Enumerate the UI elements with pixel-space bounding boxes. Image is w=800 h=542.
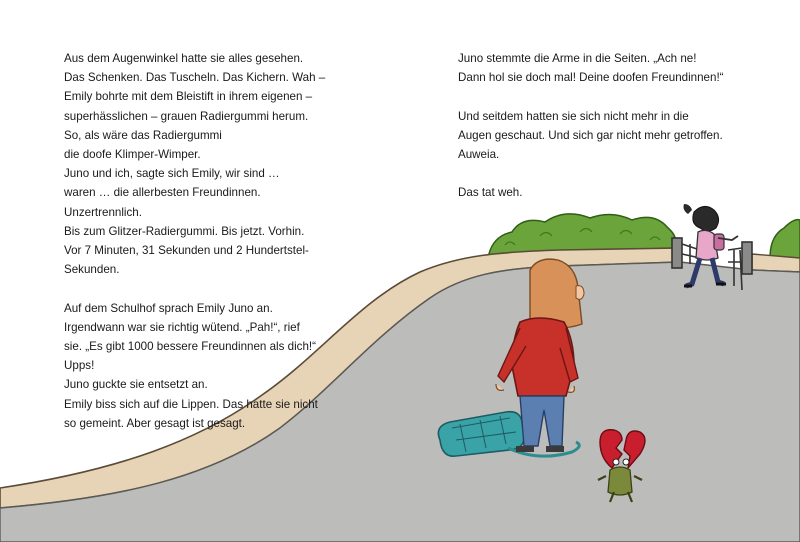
text-line: Bis zum Glitzer-Radiergummi. Bis jetzt. Vorhin.: [64, 224, 305, 238]
paragraph-gap: [458, 164, 788, 183]
text-line: Und seitdem hatten sie sich nicht mehr in die: [458, 109, 689, 123]
text-line: Auweia.: [458, 148, 500, 161]
text-line: Upps!: [64, 359, 95, 373]
text-line: Vor 7 Minuten, 31 Sekunden und 2 Hundertstel-: [64, 244, 309, 258]
text-line: Augen geschaut. Und sich gar nicht mehr getroffen.: [458, 128, 723, 142]
text-line: Emily bohrte mit dem Bleistift in ihrem eigenen –: [64, 90, 313, 104]
text-line: Emily biss sich auf die Lippen. Das hatte sie nicht: [64, 397, 318, 411]
text-line: die doofe Klimper-Wimper.: [64, 148, 201, 162]
text-line: sie. „Es gibt 1000 bessere Freundinnen als dich!“: [64, 340, 316, 354]
text-line: superhässlichen – grauen Radiergummi herum.: [64, 109, 309, 123]
text-line: Juno stemmte die Arme in die Seiten. „Ach ne!: [458, 52, 697, 65]
wall-top-right: [752, 254, 800, 272]
text-line: so gemeint. Aber gesagt ist gesagt.: [64, 416, 246, 430]
text-line: waren … die allerbesten Freundinnen.: [64, 186, 261, 200]
text-line: Juno und ich, sagte sich Emily, wir sind …: [64, 167, 280, 181]
left-text-column: [64, 49, 364, 433]
text-line: Juno guckte sie entsetzt an.: [64, 378, 208, 392]
right-text-column: [458, 49, 788, 203]
text-line: Unzertrennlich.: [64, 205, 142, 219]
text-line: Das tat weh.: [458, 186, 523, 200]
text-line: Irgendwann war sie richtig wütend. „Pah!“, rief: [64, 320, 300, 334]
text-line: Das Schenken. Das Tuscheln. Das Kichern. Wah –: [64, 71, 326, 85]
text-line: So, als wäre das Radiergummi: [64, 128, 222, 142]
text-line: Auf dem Schulhof sprach Emily Juno an.: [64, 301, 273, 315]
text-line: Aus dem Augenwinkel hatte sie alles gesehen.: [64, 52, 304, 65]
text-line: Dann hol sie doch mal! Deine doofen Freundinnen!“: [458, 71, 724, 85]
paragraph-gap: [458, 87, 788, 106]
text-line: Sekunden.: [64, 263, 120, 277]
paragraph-gap: [64, 279, 364, 298]
